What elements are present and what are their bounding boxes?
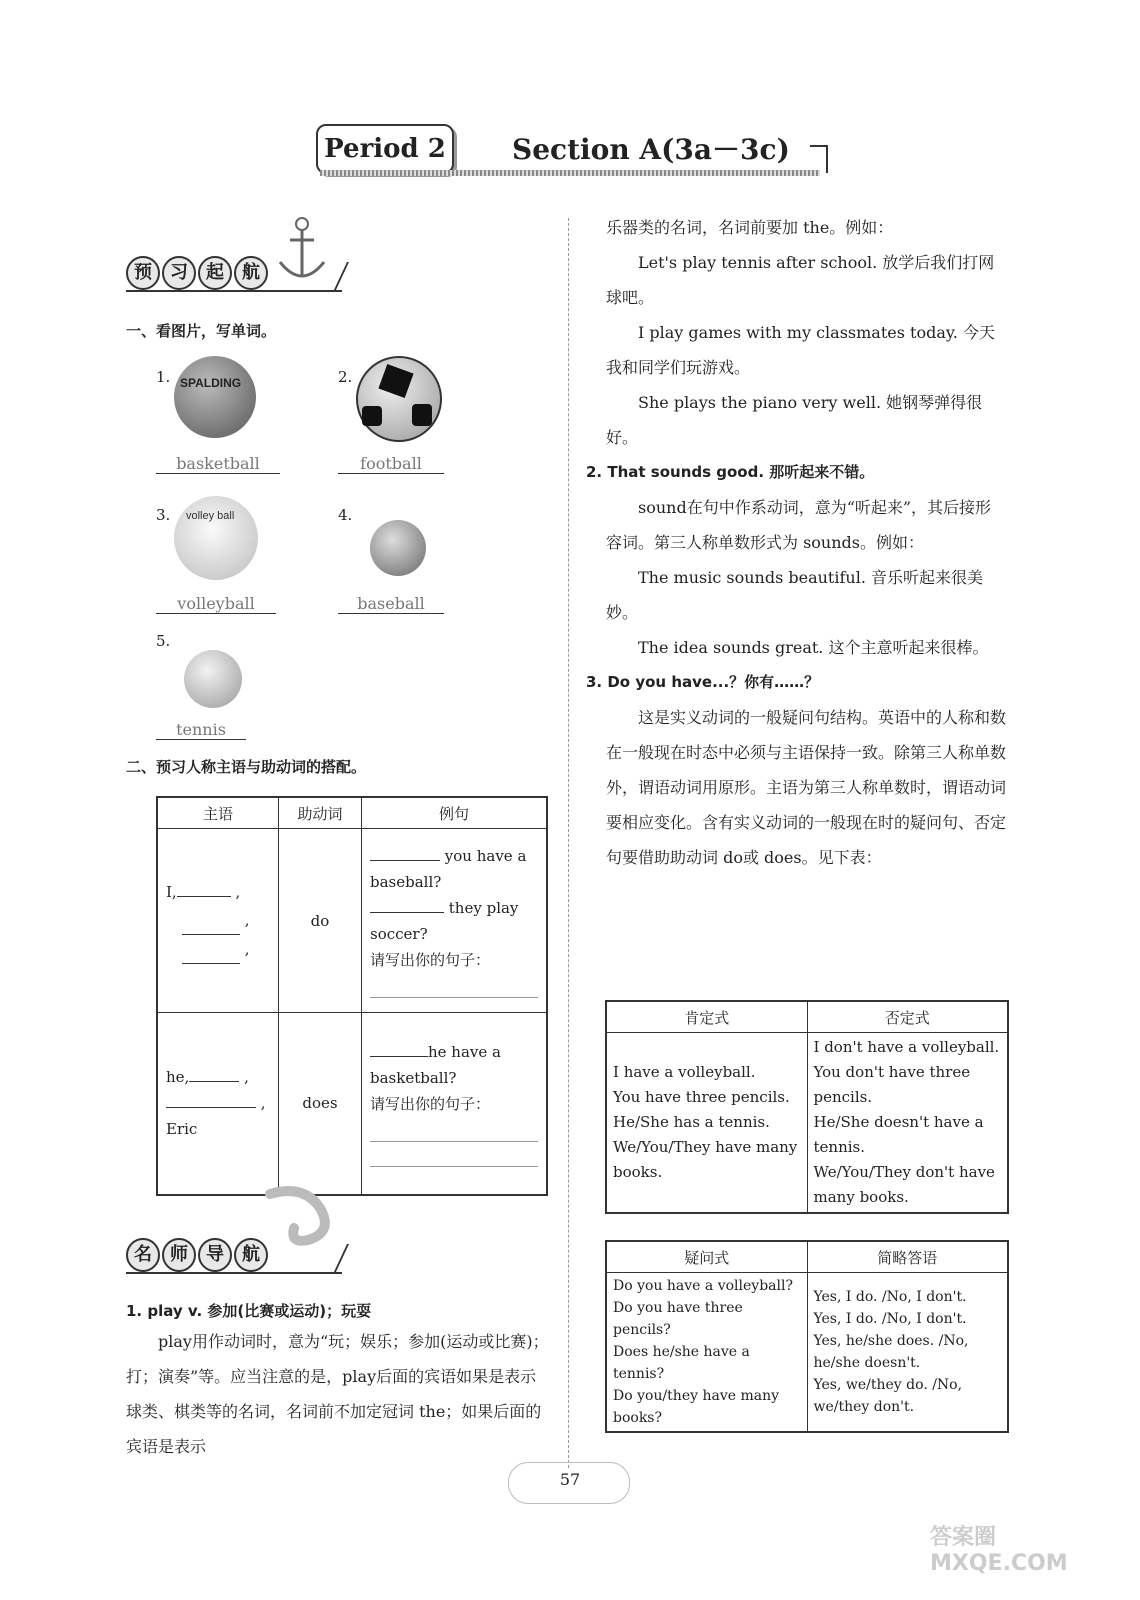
table-header: 主语 [157, 797, 279, 829]
question-answer-table [605, 1240, 1009, 1433]
page-number: 57 [559, 1470, 581, 1489]
affirmative-cell [606, 1033, 807, 1214]
sentence: You don't have three pencils. [813, 1063, 971, 1106]
write-prompt: 请写出你的句子： [370, 1095, 491, 1114]
subject-aux-table [156, 796, 548, 1196]
tennis-ball-image [184, 650, 242, 708]
basketball-image [174, 356, 256, 438]
banner-char: 起 [198, 256, 232, 290]
item-number: 2. [338, 368, 353, 386]
table-header: 肯定式 [606, 1001, 807, 1033]
answer-line: basketball [156, 454, 280, 474]
banner-char: 名 [126, 1238, 160, 1272]
affirmative-negative-table [605, 1000, 1009, 1214]
banner-char: 预 [126, 256, 160, 290]
decorative-swirl-icon [264, 1184, 344, 1254]
teacher-guide-banner [126, 1238, 268, 1278]
sentence: I have a volleyball. [613, 1063, 756, 1081]
sentence: Yes, we/they do. /No, we/they don't. [813, 1377, 963, 1415]
sentence: Yes, I do. /No, I don't. [813, 1311, 967, 1327]
example: Let's play tennis after school. 放学后我们打网球吧。 [606, 253, 995, 307]
subject-text: Eric [166, 1120, 198, 1139]
subject-cell [157, 1013, 279, 1195]
item-number: 3. [156, 506, 171, 524]
sentence: Yes, he/she does. /No, he/she doesn't. [813, 1333, 969, 1371]
writing-line[interactable] [370, 1142, 538, 1167]
paragraph: 这是实义动词的一般疑问句结构。英语中的人称和数在一般现在时态中必须与主语保持一致。除第三人称单数外，谓语动词用原形。主语为第三人称单数时，谓语动词要相应变化。含有实义动词的一般现在时的疑问句、否定句要借助助动词 do或 does。见下表： [606, 708, 1007, 867]
ball-brand-label: SPALDING [180, 376, 242, 390]
item-number: 5. [156, 632, 171, 650]
comma: , [244, 939, 250, 958]
table-header: 疑问式 [606, 1241, 807, 1273]
football-image [356, 356, 442, 442]
example-cell [362, 829, 548, 1013]
anchor-icon [272, 214, 332, 288]
example: The music sounds beautiful. 音乐听起来很美妙。 [606, 568, 983, 622]
example-sentence: you have a baseball? [370, 847, 527, 891]
sentence: He/She has a tennis. [613, 1113, 770, 1131]
example-sentence: they play soccer? [370, 899, 519, 943]
period-label: Period 2 [316, 124, 454, 174]
guide-point-2-title: 2. That sounds good. 那听起来不错。 [586, 463, 875, 481]
banner-slash [333, 262, 349, 292]
aux-verb: do [279, 829, 362, 1013]
banner-char: 师 [162, 1238, 196, 1272]
sentence: We/You/They have many books. [613, 1138, 798, 1181]
header-corner-decoration [810, 145, 828, 173]
sentence: You have three pencils. [613, 1088, 790, 1106]
item-number: 4. [338, 506, 353, 524]
banner-char: 导 [198, 1238, 232, 1272]
sentence: Do you have a volleyball? [613, 1278, 793, 1294]
table-header: 助动词 [279, 797, 362, 829]
sentence: I don't have a volleyball. [813, 1038, 1000, 1056]
answer-line: baseball [338, 594, 444, 614]
comma: , [244, 910, 250, 929]
comma: , [260, 1094, 266, 1113]
fill-blank[interactable] [177, 896, 231, 897]
sentence: We/You/They don't have many books. [813, 1163, 995, 1206]
item-number: 1. [156, 368, 171, 386]
example-cell [362, 1013, 548, 1195]
aux-verb: does [279, 1013, 362, 1195]
header-underline [320, 170, 820, 176]
guide-point-3-title: 3. Do you have...？你有……？ [586, 673, 820, 691]
answer-line: volleyball [156, 594, 276, 614]
question-1-title: 一、看图片，写单词。 [126, 322, 277, 340]
banner-underline [126, 290, 342, 292]
example: The idea sounds great. 这个主意听起来很棒。 [638, 638, 989, 657]
answer-line: tennis [156, 720, 246, 740]
fill-blank[interactable] [189, 1081, 239, 1082]
fill-blank[interactable] [370, 860, 440, 861]
watermark [930, 1520, 1120, 1590]
example: I play games with my classmates today. 今天我和同学们玩游戏。 [606, 323, 995, 377]
fill-blank[interactable] [182, 906, 240, 935]
sentence: Do you/they have many books? [613, 1388, 780, 1426]
fill-blank[interactable] [166, 1107, 256, 1108]
paragraph: play用作动词时，意为“玩；娱乐；参加(运动或比赛)；打；演奏”等。应当注意的是，play后面的宾语如果是表示球类、棋类等的名词，名词前不加定冠词 the；如果后面的宾语是表示 [126, 1332, 549, 1456]
right-column-text [586, 210, 1007, 875]
volleyball-image [174, 496, 258, 580]
subject-text: I, [166, 882, 177, 901]
table-header: 简略答语 [807, 1241, 1008, 1273]
baseball-image [370, 520, 426, 576]
sentence: Does he/she have a tennis? [613, 1344, 750, 1382]
writing-line[interactable] [370, 973, 538, 998]
paragraph: sound在句中作系动词，意为“听起来”，其后接形容词。第三人称单数形式为 sounds。例如： [606, 498, 992, 552]
writing-line[interactable] [370, 1117, 538, 1142]
subject-cell [157, 829, 279, 1013]
guide-point-1-title: 1. play v. 参加(比赛或运动)；玩耍 [126, 1302, 372, 1320]
question-cell [606, 1273, 807, 1433]
guide-point-1-body [126, 1324, 550, 1464]
column-divider [568, 218, 569, 1468]
ball-brand-label: volley ball [186, 510, 235, 522]
comma: , [244, 1068, 249, 1087]
sentence: He/She doesn't have a tennis. [813, 1113, 984, 1156]
preview-banner [126, 256, 268, 296]
fill-blank[interactable] [182, 935, 240, 964]
paragraph: 乐器类的名词，名词前要加 the。例如： [606, 218, 894, 237]
answer-cell [807, 1273, 1008, 1433]
banner-char: 习 [162, 256, 196, 290]
watermark-text: 答案圈 MXQE.COM [930, 1525, 1068, 1576]
sentence: Yes, I do. /No, I don't. [813, 1289, 967, 1305]
example: She plays the piano very well. 她钢琴弹得很好。 [606, 393, 983, 447]
section-title: Section A(3a－3c) [512, 133, 790, 166]
sentence: Do you have three pencils? [613, 1300, 743, 1338]
negative-cell [807, 1033, 1008, 1214]
answer-line: football [338, 454, 444, 474]
example-sentence: he have a basketball? [370, 1043, 501, 1088]
table-header: 否定式 [807, 1001, 1008, 1033]
comma: , [235, 882, 241, 901]
write-prompt: 请写出你的句子： [370, 951, 491, 969]
fill-blank[interactable] [370, 912, 444, 913]
banner-char: 航 [234, 256, 268, 290]
subject-text: he, [166, 1068, 190, 1087]
banner-underline [126, 1272, 342, 1274]
question-2-title: 二、预习人称主语与助动词的搭配。 [126, 758, 367, 776]
fill-blank[interactable] [370, 1056, 428, 1057]
banner-char: 航 [234, 1238, 268, 1272]
table-header: 例句 [362, 797, 548, 829]
